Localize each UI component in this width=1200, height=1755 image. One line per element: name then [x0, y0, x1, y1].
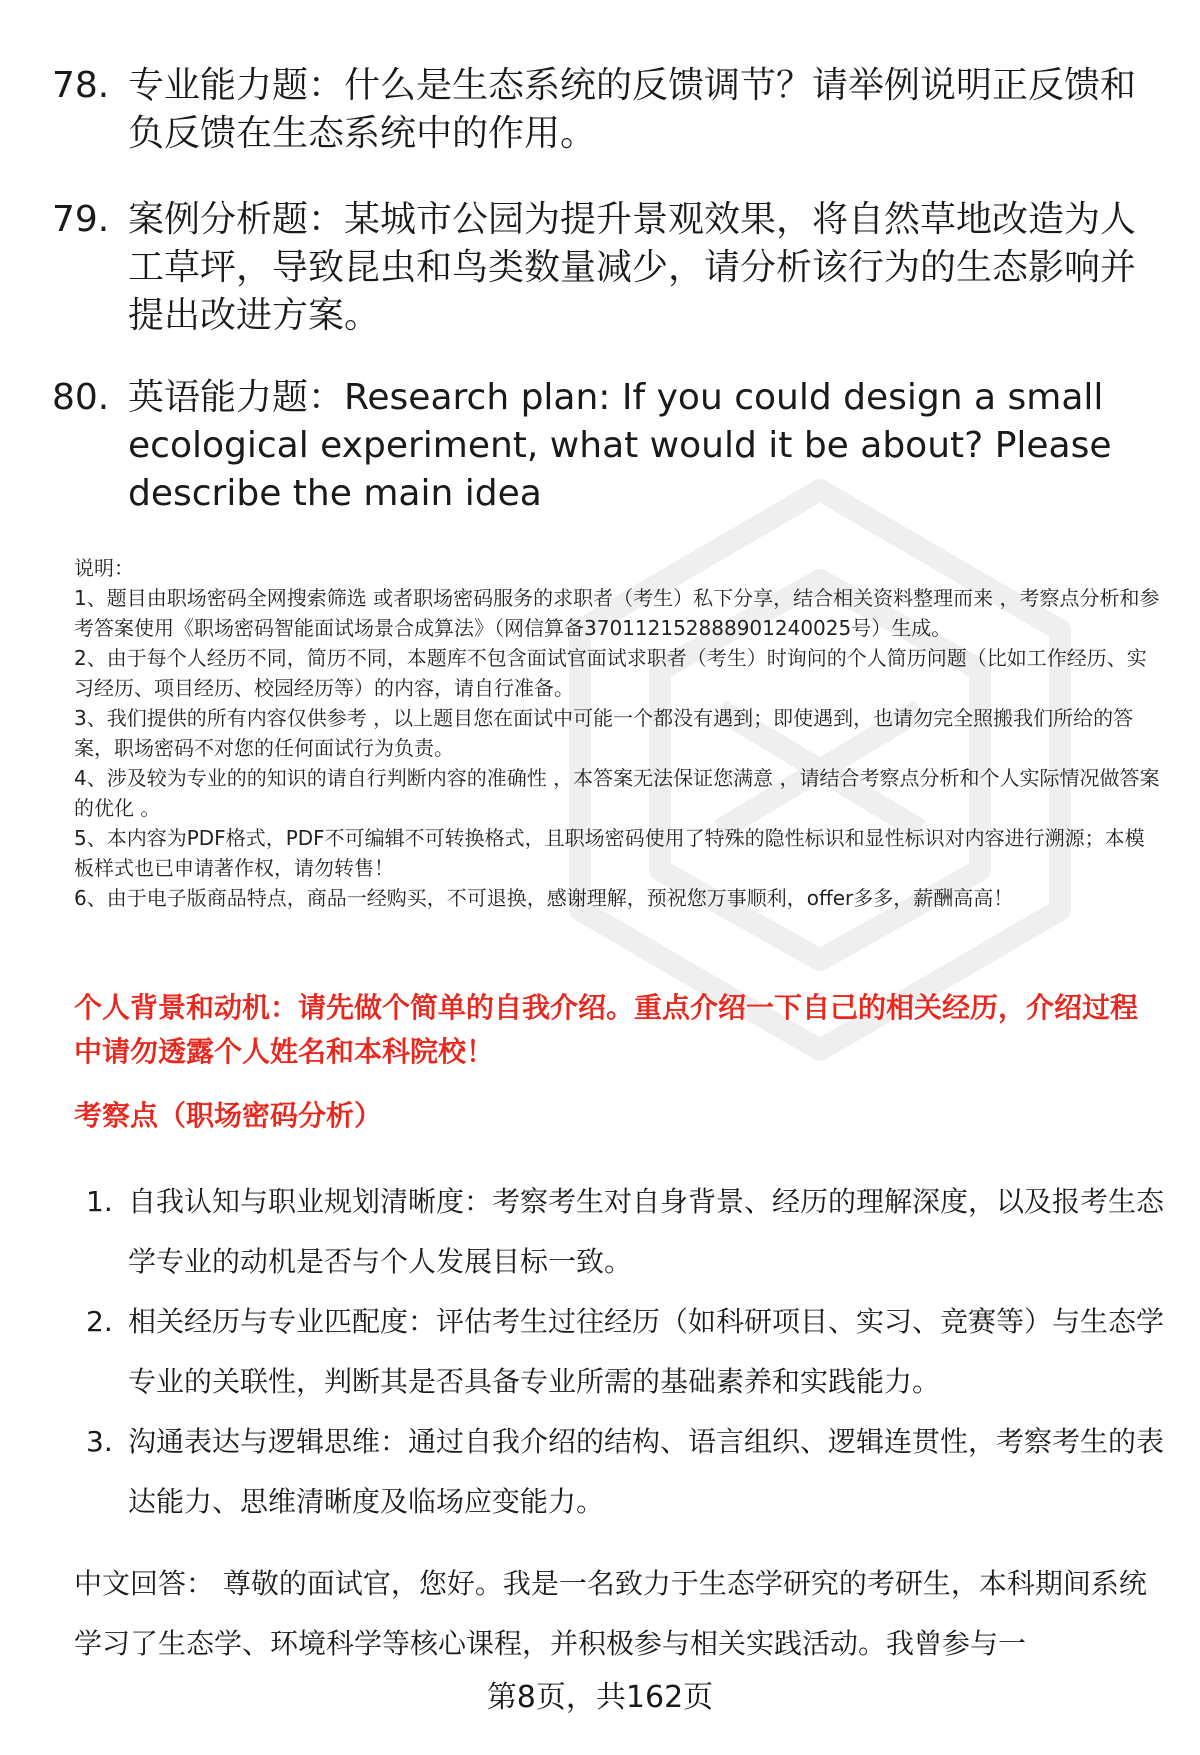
- list-item: [74, 1172, 1164, 1292]
- list-item: [74, 1292, 1164, 1412]
- question-80: [52, 374, 1152, 518]
- note-item: 3、我们提供的所有内容仅供参考 ，以上题目您在面试中可能一个都没有遇到；即使遇到，也请勿完全照搬我们所给的答案，职场密码不对您的任何面试行为负责。: [74, 706, 1134, 760]
- question-number: 80.: [52, 377, 110, 418]
- list-item: [74, 1412, 1164, 1532]
- question-79: [52, 196, 1152, 340]
- disclaimer-notes: [74, 553, 1164, 913]
- note-item: 4、涉及较为专业的的知识的请自行判断内容的准确性 ，本答案无法保证您满意 ，请结合考察点分析和个人实际情况做答案的优化 。: [74, 766, 1160, 820]
- question-78: [52, 62, 1152, 158]
- note-item: 5、本内容为PDF格式，PDF不可编辑不可转换格式，且职场密码使用了特殊的隐性标识和显性标识对内容进行溯源；本模板样式也已申请著作权，请勿转售！: [74, 826, 1145, 880]
- question-text: 英语能力题：Research plan: If you could design a small ecological experiment, what would it be about? Please describe the main idea: [128, 377, 1112, 514]
- note-item: 1、题目由职场密码全网搜索筛选 或者职场密码服务的求职者（考生）私下分享，结合相关资料整理而来 ，考察点分析和参考答案使用《职场密码智能面试场景合成算法》（网信算备370112152888901240025号）生成。: [74, 586, 1160, 640]
- point-number: 2.: [86, 1305, 113, 1338]
- assessment-points-list: [74, 1172, 1164, 1532]
- point-number: 1.: [86, 1185, 113, 1218]
- notes-title: 说明：: [74, 556, 134, 580]
- point-text: 沟通表达与逻辑思维：通过自我介绍的结构、语言组织、逻辑连贯性，考察考生的表达能力、思维清晰度及临场应变能力。: [128, 1425, 1165, 1518]
- question-number: 78.: [52, 65, 110, 106]
- chinese-answer: 中文回答： 尊敬的面试官，您好。我是一名致力于生态学研究的考研生，本科期间系统学习了生态学、环境科学等核心课程，并积极参与相关实践活动。我曾参与一: [74, 1567, 1147, 1660]
- point-text: 相关经历与专业匹配度：评估考生过往经历（如科研项目、实习、竞赛等）与生态学专业的关联性，判断其是否具备专业所需的基础素养和实践能力。: [128, 1305, 1165, 1398]
- question-text: 案例分析题：某城市公园为提升景观效果，将自然草地改造为人工草坪，导致昆虫和鸟类数量减少，请分析该行为的生态影响并提出改进方案。: [128, 199, 1137, 336]
- assessment-points-heading: 考察点（职场密码分析）: [74, 1099, 383, 1132]
- point-text: 自我认知与职业规划清晰度：考察考生对自身背景、经历的理解深度，以及报考生态学专业的动机是否与个人发展目标一致。: [128, 1185, 1165, 1278]
- note-item: 2、由于每个人经历不同，简历不同，本题库不包含面试官面试求职者（考生）时询问的个人简历问题（比如工作经历、实习经历、项目经历、校园经历等）的内容，请自行准备。: [74, 646, 1147, 700]
- question-text: 专业能力题：什么是生态系统的反馈调节？请举例说明正反馈和负反馈在生态系统中的作用。: [128, 65, 1137, 154]
- question-number: 79.: [52, 199, 110, 240]
- background-question-heading: 个人背景和动机：请先做个简单的自我介绍。重点介绍一下自己的相关经历，介绍过程中请勿透露个人姓名和本科院校！: [74, 991, 1139, 1068]
- point-number: 3.: [86, 1425, 113, 1458]
- page-footer: 第8页，共162页: [486, 1680, 714, 1715]
- note-item: 6、由于电子版商品特点，商品一经购买，不可退换，感谢理解，预祝您万事顺利，offer多多，薪酬高高！: [74, 886, 1014, 910]
